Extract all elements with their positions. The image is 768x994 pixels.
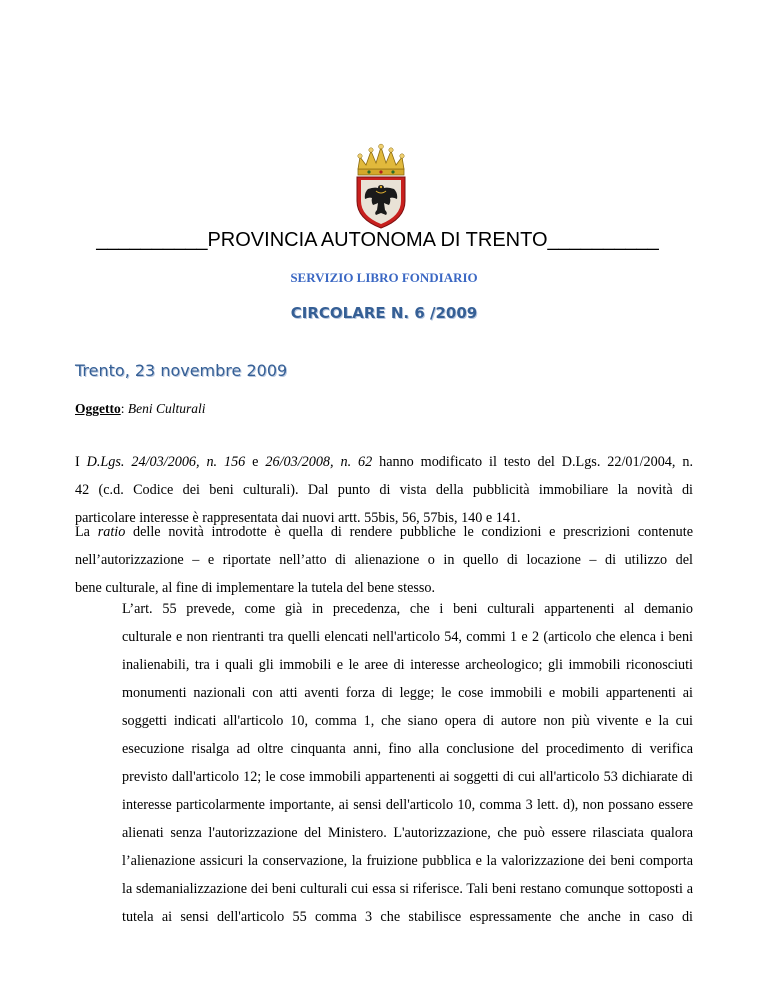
paragraph-line: esecuzione risalga ad oltre cinquanta anni, fino alla conclusione del procedimento di verifica xyxy=(122,741,693,757)
service-name: SERVIZIO LIBRO FONDIARIO xyxy=(290,270,478,285)
paragraph-line: alienati senza l'autorizzazione del Ministero. L'autorizzazione, che può essere rilasciata qualora xyxy=(122,825,693,841)
circular-number: CIRCOLARE N. 6 /2009 xyxy=(290,304,478,322)
paragraph-line: l’alienazione assicuri la conservazione, la fruizione pubblica e la valorizzazione dei beni comporta xyxy=(122,853,693,869)
paragraph-3 xyxy=(75,595,693,931)
paragraph-line: nell’autorizzazione – e riportate nell’atto di alienazione o in quello di locazione – di utilizzo del xyxy=(75,552,693,568)
paragraph-line: La ratio delle novità introdotte è quella di rendere pubbliche le condizioni e prescrizioni contenute xyxy=(75,524,693,540)
paragraph-line: soggetti indicati all'articolo 10, comma 1, che siano opera di autore non più vivente e la cui xyxy=(122,713,693,729)
paragraph-line: monumenti nazionali con atti aventi forza di legge; le cose immobili e mobili appartenenti ai xyxy=(122,685,693,701)
paragraph-line: L’art. 55 prevede, come già in precedenza, che i beni culturali appartenenti al demanio xyxy=(122,601,693,617)
subject-label: Oggetto xyxy=(75,401,121,416)
paragraph-line: inalienabili, tra i quali gli immobili e le aree di interesse archeologico; gli immobili riconosciuti xyxy=(122,657,693,673)
paragraph-line: culturale e non rientranti tra quelli elencati nell'articolo 54, commi 1 e 2 (articolo che elenca i beni xyxy=(122,629,693,645)
paragraph-line: la sdemanializzazione dei beni culturali cui essa si riferisce. Tali beni restano comunque sottoposti a xyxy=(122,881,693,897)
paragraph-line: particolare interesse è rappresentata dai nuovi artt. 55bis, 56, 57bis, 140 e 141. xyxy=(75,510,521,526)
paragraph-line: tutela ai sensi dell'articolo 55 comma 3 che stabilisce espressamente che anche in caso di xyxy=(122,909,693,925)
province-title: __________PROVINCIA AUTONOMA DI TRENTO__________ xyxy=(96,229,659,251)
subject-value: Beni Culturali xyxy=(127,401,206,416)
paragraph-line: I D.Lgs. 24/03/2006, n. 156 e 26/03/2008, n. 62 hanno modificato il testo del D.Lgs. 22/01/2004, n. xyxy=(75,454,693,470)
law-reference: 26/03/2008, n. 62 xyxy=(265,454,373,470)
paragraph-line: bene culturale, al fine di implementare la tutela del bene stesso. xyxy=(75,580,436,596)
document-date: Trento, 23 novembre 2009 xyxy=(75,361,288,380)
paragraph-line: interesse particolarmente importante, ai sensi dell'articolo 10, comma 3 lett. d), non possano essere xyxy=(122,797,693,813)
law-reference: D.Lgs. 24/03/2006, n. 156 xyxy=(86,454,246,470)
subject-line: Oggetto: Beni Culturali xyxy=(75,401,206,416)
paragraph-2 xyxy=(75,518,693,602)
paragraph-line: 42 (c.d. Codice dei beni culturali). Dal punto di vista della pubblicità immobiliare la novità di xyxy=(75,482,693,498)
paragraph-line: previsto dall'articolo 12; le cose immobili appartenenti ai soggetti di cui all'articolo 53 dichiarate di xyxy=(122,769,693,785)
ratio-term: ratio xyxy=(97,524,126,540)
coat-of-arms-icon xyxy=(352,143,410,229)
